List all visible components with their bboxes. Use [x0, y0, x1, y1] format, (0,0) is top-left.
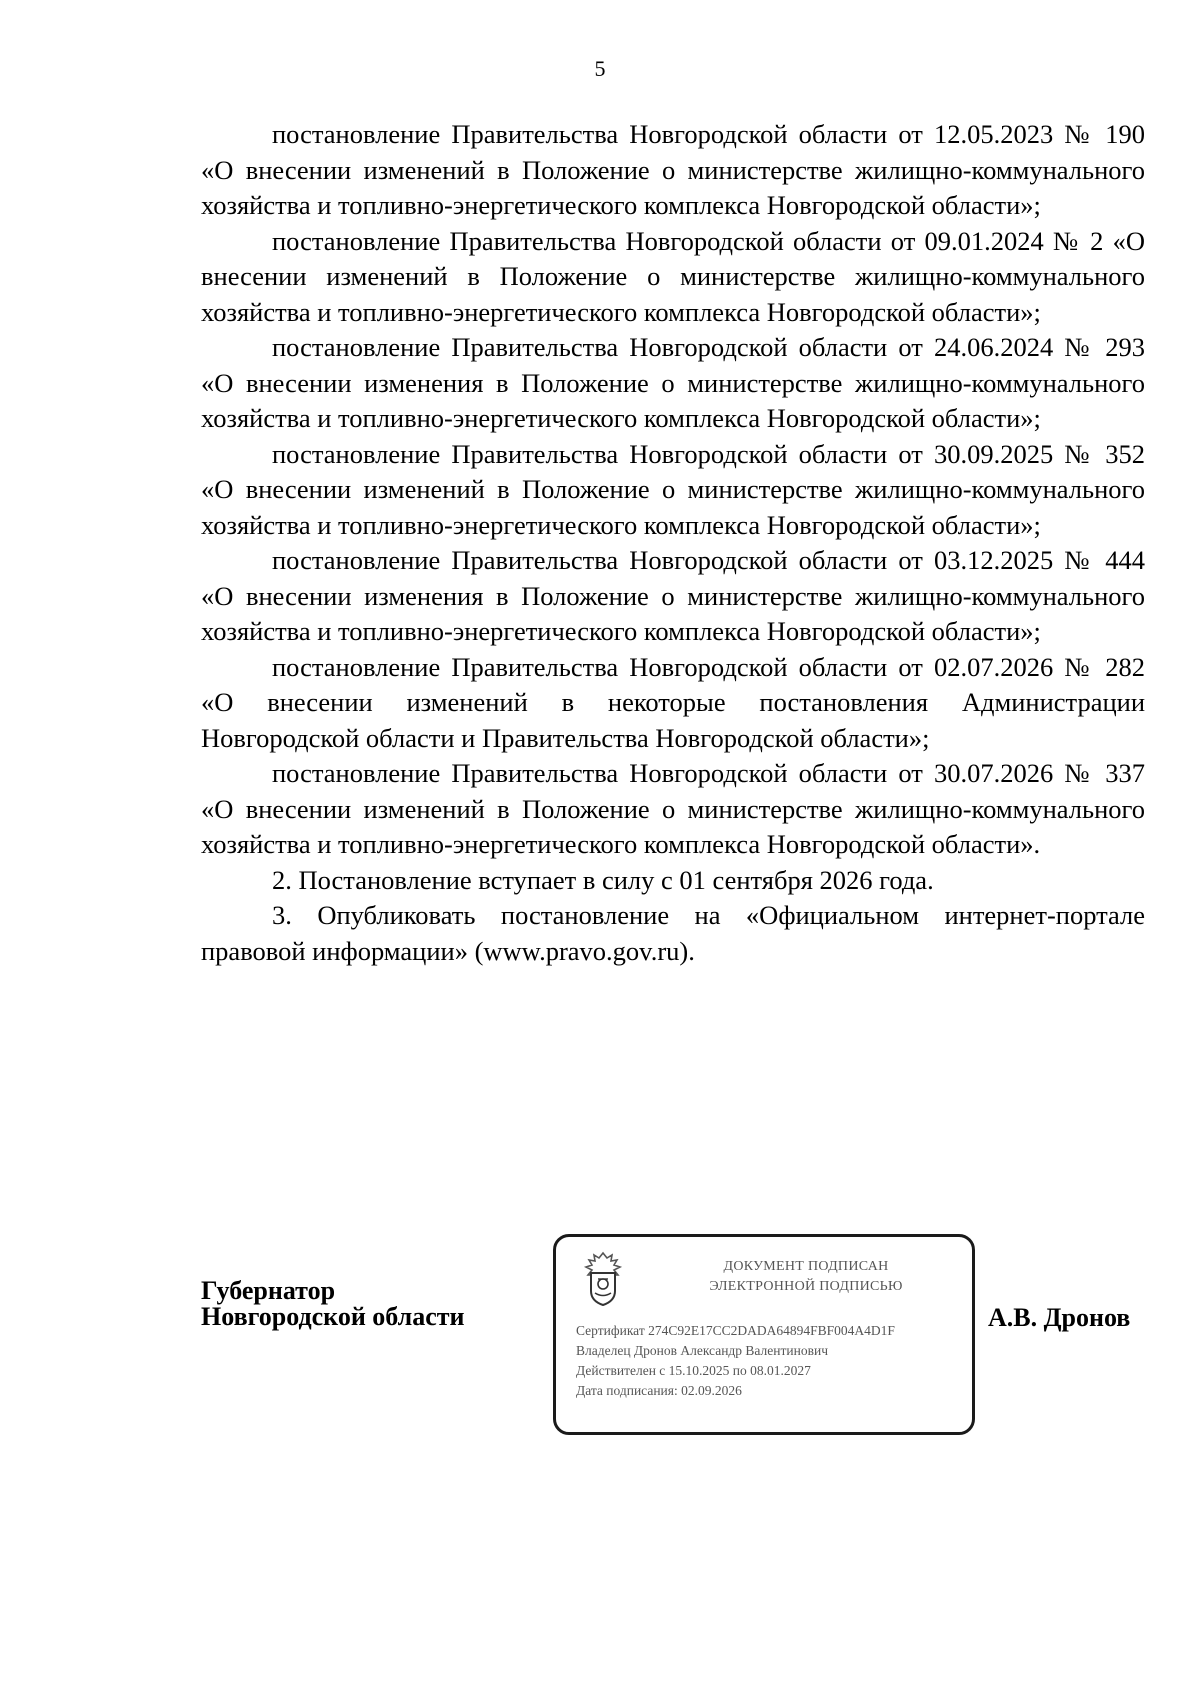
stamp-signed-date: Дата подписания: 02.09.2026 — [576, 1383, 742, 1398]
paragraph-amendment-1: постановление Правительства Новгородской области от 12.05.2023 № 190 «О внесении изменений в Положение о министерстве жилищно-коммунального хозяйства и топливно-энергетического комплекса Новгородской области»; — [201, 119, 1145, 220]
paragraph-amendment-7: постановление Правительства Новгородской области от 30.07.2026 № 337 «О внесении изменений в Положение о министерстве жилищно-коммунального хозяйства и топливно-энергетического комплекса Новгородской области». — [201, 758, 1145, 859]
stamp-owner: Владелец Дронов Александр Валентинович — [576, 1343, 828, 1358]
document-body — [201, 117, 1145, 969]
signatory-title — [201, 1278, 465, 1330]
coat-of-arms-icon — [580, 1251, 626, 1307]
paragraph-publication: 3. Опубликовать постановление на «Официальном интернет-портале правовой информации» (www.pravo.gov.ru). — [201, 900, 1145, 966]
page-number: 5 — [594, 56, 606, 81]
stamp-validity: Действителен с 15.10.2025 по 08.01.2027 — [576, 1363, 811, 1378]
stamp-heading-line2: ЭЛЕКТРОННОЙ ПОДПИСЬЮ — [709, 1279, 903, 1294]
signatory-title-line2: Новгородской области — [201, 1302, 465, 1331]
paragraph-amendment-2: постановление Правительства Новгородской области от 09.01.2024 № 2 «О внесении изменений в Положение о министерстве жилищно-коммунального хозяйства и топливно-энергетического комплекса Новгородской области»; — [201, 225, 1145, 327]
paragraph-amendment-3: постановление Правительства Новгородской области от 24.06.2024 № 293 «О внесении изменения в Положение о министерстве жилищно-коммунального хозяйства и топливно-энергетического комплекса Новгородской области»; — [201, 332, 1145, 433]
signatory-name: А.В. Дронов — [988, 1303, 1131, 1332]
signatory-title-line1: Губернатор — [201, 1276, 336, 1305]
electronic-signature-stamp — [553, 1234, 975, 1435]
paragraph-amendment-5: постановление Правительства Новгородской области от 03.12.2025 № 444 «О внесении изменения в Положение о министерстве жилищно-коммунального хозяйства и топливно-энергетического комплекса Новгородской области»; — [201, 545, 1145, 646]
paragraph-effective-date: 2. Постановление вступает в силу с 01 сентября 2026 года. — [272, 864, 934, 895]
stamp-heading-line1: ДОКУМЕНТ ПОДПИСАН — [723, 1259, 889, 1274]
paragraph-amendment-4: постановление Правительства Новгородской области от 30.09.2025 № 352 «О внесении изменений в Положение о министерстве жилищно-коммунального хозяйства и топливно-энергетического комплекса Новгородской области»; — [201, 438, 1145, 540]
stamp-heading — [656, 1257, 956, 1297]
stamp-certificate: Сертификат 274C92E17CC2DADA64894FBF004A4D1F — [576, 1323, 895, 1338]
stamp-details — [576, 1321, 895, 1401]
paragraph-amendment-6: постановление Правительства Новгородской области от 02.07.2026 № 282 «О внесении изменений в некоторые постановления Администрации Новгородской области и Правительства Новгородской области»; — [201, 651, 1145, 753]
